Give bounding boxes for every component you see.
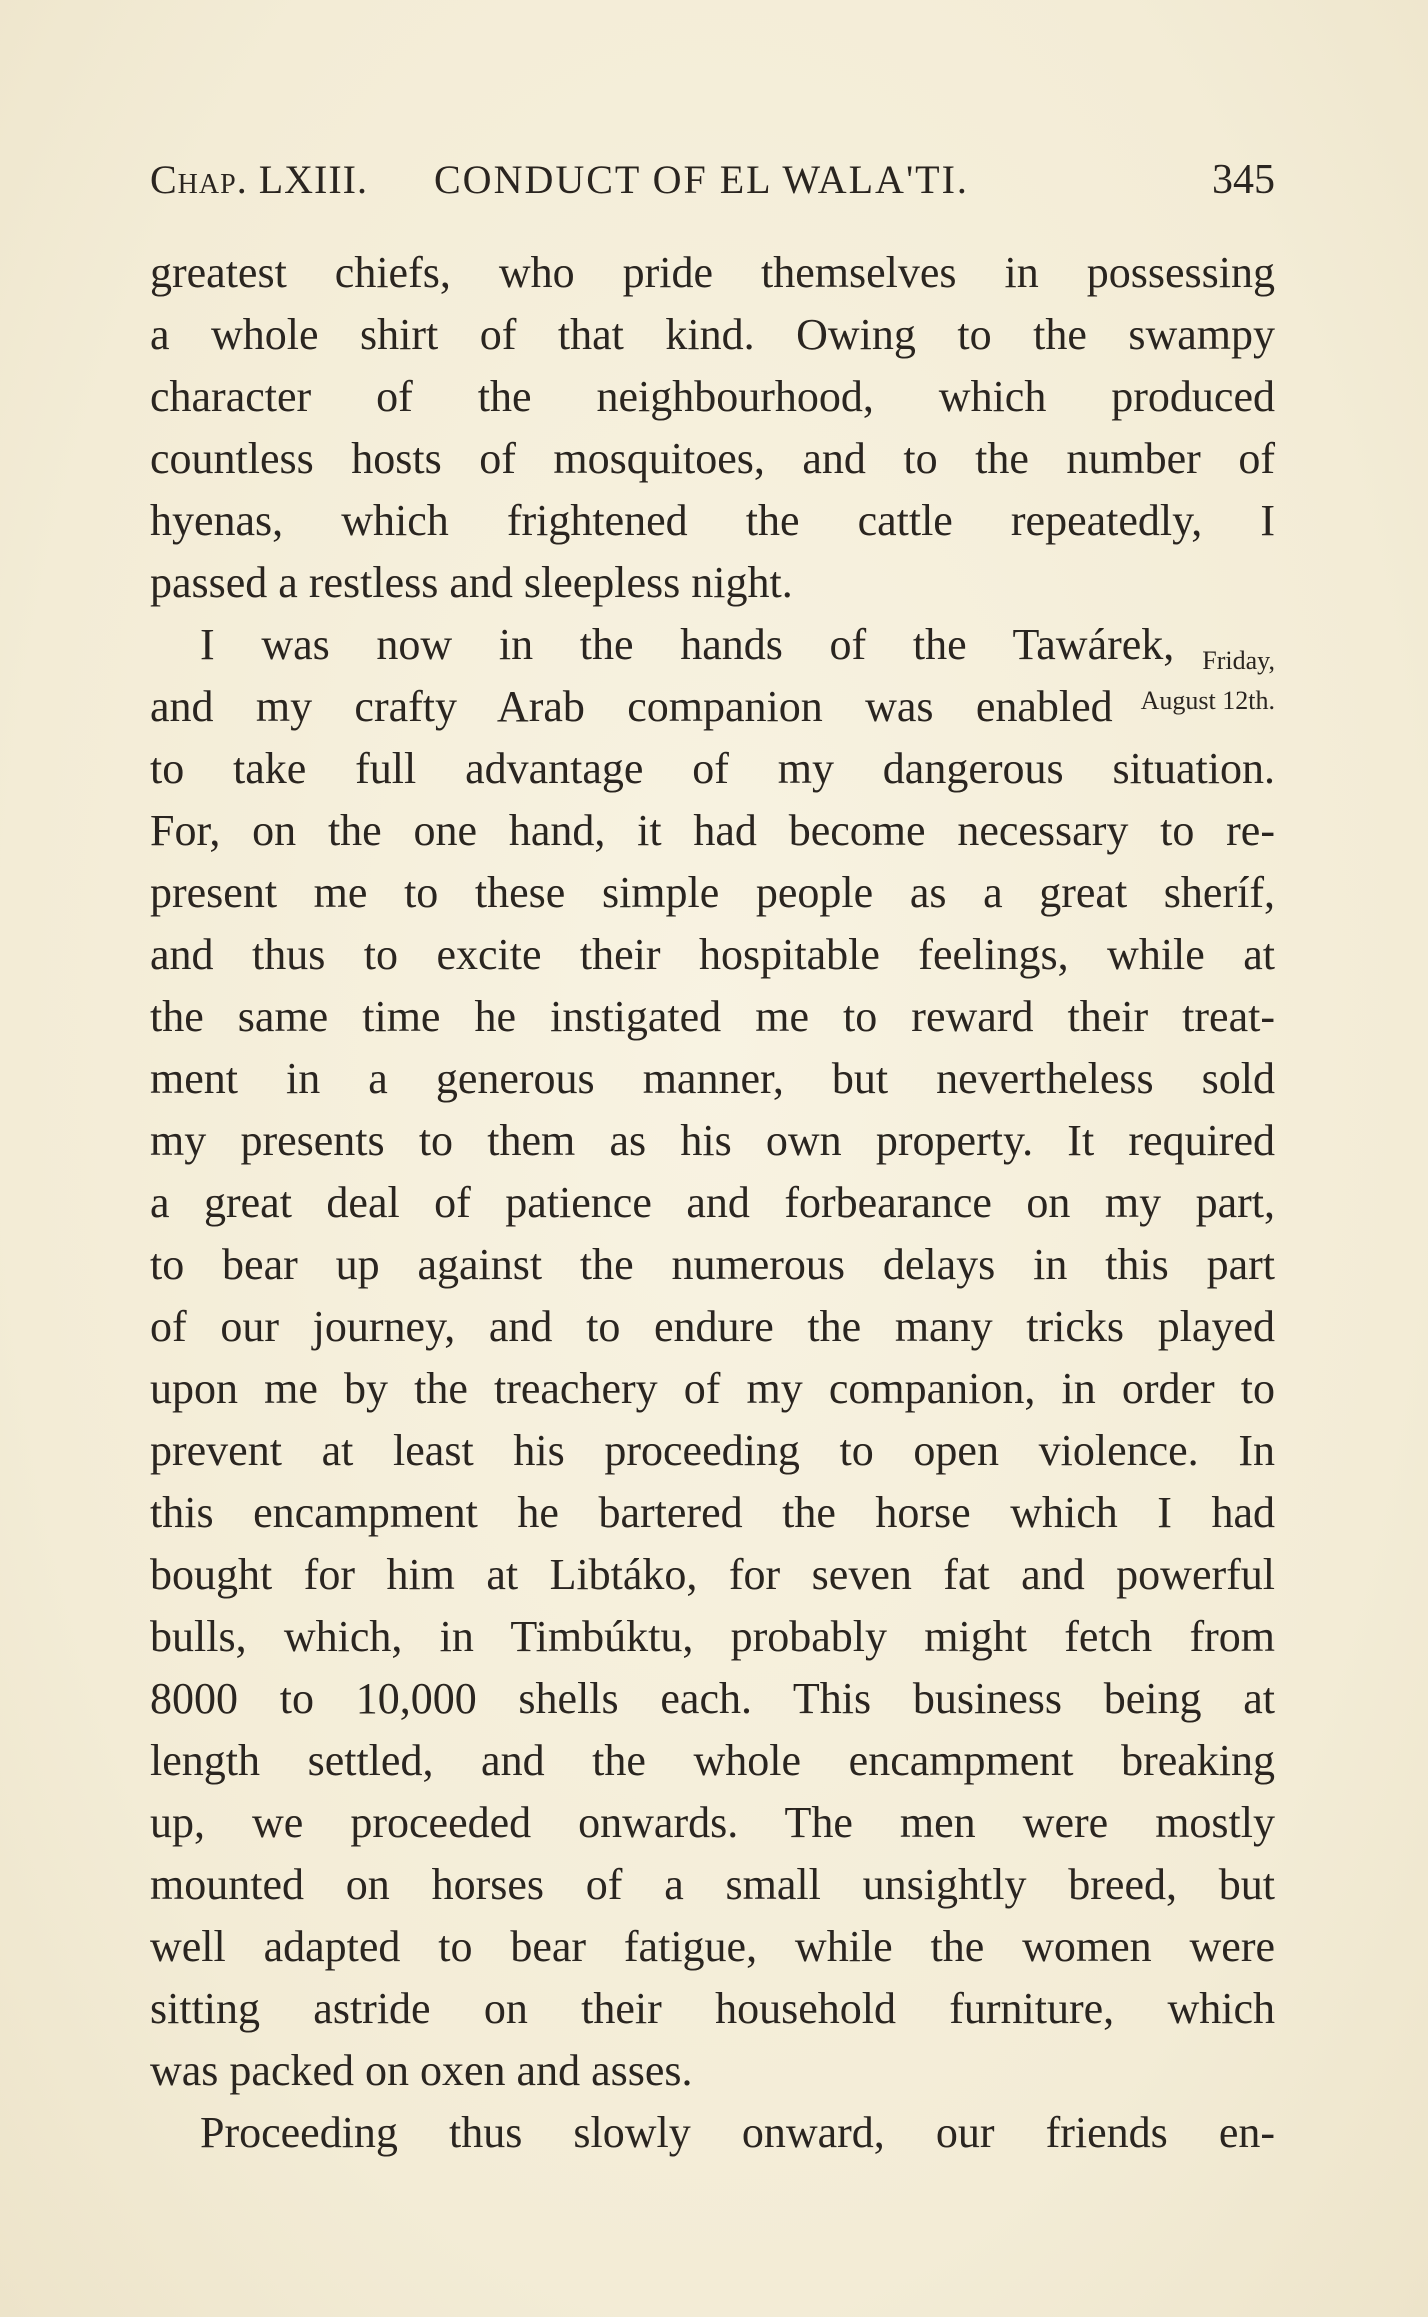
text-line: this encampment he bartered the horse which I had	[150, 1488, 1275, 1537]
text-line: up, we proceeded onwards. The men were mostly	[150, 1798, 1275, 1847]
text-line: to take full advantage of my dangerous situation.	[150, 744, 1275, 793]
text-line-with-margin-note	[150, 676, 1275, 738]
text-line: present me to these simple people as a great sheríf,	[150, 868, 1275, 917]
text-line: was packed on oxen and asses.	[150, 2046, 693, 2095]
text-line: my presents to them as his own property. It required	[150, 1116, 1275, 1165]
text-line: bulls, which, in Timbúktu, probably might fetch from	[150, 1612, 1275, 1661]
text-line: ment in a generous manner, but nevertheless sold	[150, 1054, 1275, 1103]
page-number: 345	[1212, 157, 1275, 203]
text-line: passed a restless and sleepless night.	[150, 558, 793, 607]
text-line: greatest chiefs, who pride themselves in possessing	[150, 248, 1275, 297]
text-line: and thus to excite their hospitable feelings, while at	[150, 930, 1275, 979]
text-line: and my crafty Arab companion was enabled	[150, 682, 1113, 731]
text-line: prevent at least his proceeding to open violence. In	[150, 1426, 1275, 1475]
running-header	[150, 150, 1275, 210]
chapter-label: Chap. LXIII.	[150, 157, 368, 202]
text-line: to bear up against the numerous delays in this part	[150, 1240, 1275, 1289]
text-line: a great deal of patience and forbearance on my part,	[150, 1178, 1275, 1227]
text-line: hyenas, which frightened the cattle repeatedly, I	[150, 496, 1275, 545]
text-line: the same time he instigated me to reward their treat-	[150, 992, 1275, 1041]
body-text	[150, 242, 1275, 2164]
text-line: I was now in the hands of the Tawárek,	[200, 620, 1175, 669]
text-line: mounted on horses of a small unsightly breed, but	[150, 1860, 1275, 1909]
text-line: length settled, and the whole encampment breaking	[150, 1736, 1275, 1785]
text-line: well adapted to bear fatigue, while the women were	[150, 1922, 1275, 1971]
text-line: of our journey, and to endure the many tricks played	[150, 1302, 1275, 1351]
page-title: CONDUCT OF EL WALA'TI.	[434, 157, 969, 202]
margin-note-day: Friday,	[1202, 646, 1275, 675]
text-line: character of the neighbourhood, which produced	[150, 372, 1275, 421]
text-line: sitting astride on their household furniture, which	[150, 1984, 1275, 2033]
text-line: bought for him at Libtáko, for seven fat and powerful	[150, 1550, 1275, 1599]
text-line: Proceeding thus slowly onward, our friends en-	[200, 2108, 1275, 2157]
text-line: upon me by the treachery of my companion, in order to	[150, 1364, 1275, 1413]
text-line: For, on the one hand, it had become necessary to re-	[150, 806, 1275, 855]
text-line: 8000 to 10,000 shells each. This business being at	[150, 1674, 1275, 1723]
margin-note-date: August 12th.	[1140, 686, 1275, 715]
text-line-with-margin-note	[150, 614, 1275, 676]
text-line: a whole shirt of that kind. Owing to the swampy	[150, 310, 1275, 359]
text-line: countless hosts of mosquitoes, and to the number of	[150, 434, 1275, 483]
